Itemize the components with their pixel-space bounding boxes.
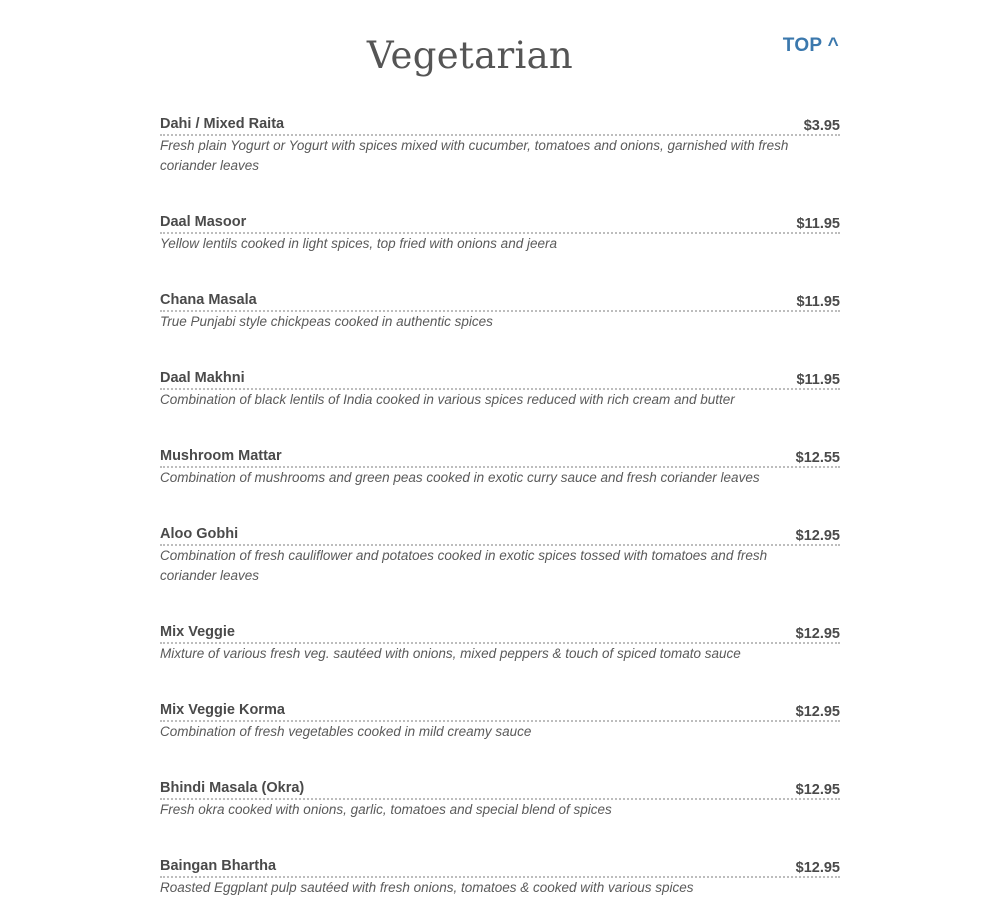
section-header <box>0 0 998 100</box>
menu-item-name: Daal Makhni <box>160 370 245 386</box>
menu-item-header <box>160 113 840 136</box>
menu-item <box>160 445 840 488</box>
menu-item-price: $12.95 <box>795 528 840 544</box>
menu-item-name: Dahi / Mixed Raita <box>160 116 285 132</box>
menu-item-header <box>160 367 840 390</box>
menu-item-name: Bhindi Masala (Okra) <box>160 780 305 796</box>
menu-item <box>160 113 840 176</box>
back-to-top-link[interactable]: TOP ^ <box>782 35 839 56</box>
menu-item-description: True Punjabi style chickpeas cooked in authentic spices <box>160 314 493 329</box>
menu-item <box>160 699 840 742</box>
menu-item-name: Mushroom Mattar <box>160 448 282 464</box>
menu-item-description: Yellow lentils cooked in light spices, top fried with onions and jeera <box>160 236 557 251</box>
menu-item-price: $12.95 <box>795 860 840 876</box>
menu-item-header <box>160 445 840 468</box>
menu-item-price: $11.95 <box>796 216 840 232</box>
menu-item-price: $12.95 <box>795 626 840 642</box>
menu-item-description: Fresh plain Yogurt or Yogurt with spices mixed with cucumber, tomatoes and onions, garnished with fresh coriander leaves <box>160 138 789 173</box>
menu-item-price: $12.95 <box>795 704 840 720</box>
menu-item-price: $11.95 <box>796 372 840 388</box>
menu-item-price: $12.55 <box>795 450 840 466</box>
menu-item-header <box>160 211 840 234</box>
menu-item-description: Fresh okra cooked with onions, garlic, tomatoes and special blend of spices <box>160 802 612 817</box>
menu-item-description: Combination of fresh vegetables cooked in mild creamy sauce <box>160 724 532 739</box>
menu-item-description: Roasted Eggplant pulp sautéed with fresh onions, tomatoes & cooked with various spices <box>160 880 694 895</box>
menu-item-header <box>160 855 840 878</box>
menu-item-price: $3.95 <box>803 118 840 134</box>
menu-item-price: $11.95 <box>796 294 840 310</box>
menu-item-header <box>160 777 840 800</box>
section-title: Vegetarian <box>366 34 574 77</box>
menu-item-name: Mix Veggie Korma <box>160 702 285 718</box>
menu-item-header <box>160 621 840 644</box>
menu-item <box>160 855 840 898</box>
menu-item <box>160 523 840 586</box>
menu-item <box>160 777 840 820</box>
menu-item-name: Daal Masoor <box>160 214 247 230</box>
menu-item-name: Aloo Gobhi <box>160 526 239 542</box>
menu-item-header <box>160 289 840 312</box>
menu-item <box>160 211 840 254</box>
menu-item-header <box>160 699 840 722</box>
menu-item-description: Combination of mushrooms and green peas cooked in exotic curry sauce and fresh coriander leaves <box>160 470 760 485</box>
menu-item-description: Combination of fresh cauliflower and potatoes cooked in exotic spices tossed with tomatoes and fresh coriander leaves <box>160 548 768 583</box>
menu-item <box>160 367 840 410</box>
menu-item <box>160 289 840 332</box>
menu-item-name: Baingan Bhartha <box>160 858 277 874</box>
menu-item-description: Mixture of various fresh veg. sautéed with onions, mixed peppers & touch of spiced tomato sauce <box>160 646 741 661</box>
menu-item-description: Combination of black lentils of India cooked in various spices reduced with rich cream and butter <box>160 392 735 407</box>
menu-item <box>160 621 840 664</box>
menu-item-name: Mix Veggie <box>160 624 235 640</box>
menu-item-header <box>160 523 840 546</box>
menu-item-price: $12.95 <box>795 782 840 798</box>
menu-item-name: Chana Masala <box>160 292 257 308</box>
